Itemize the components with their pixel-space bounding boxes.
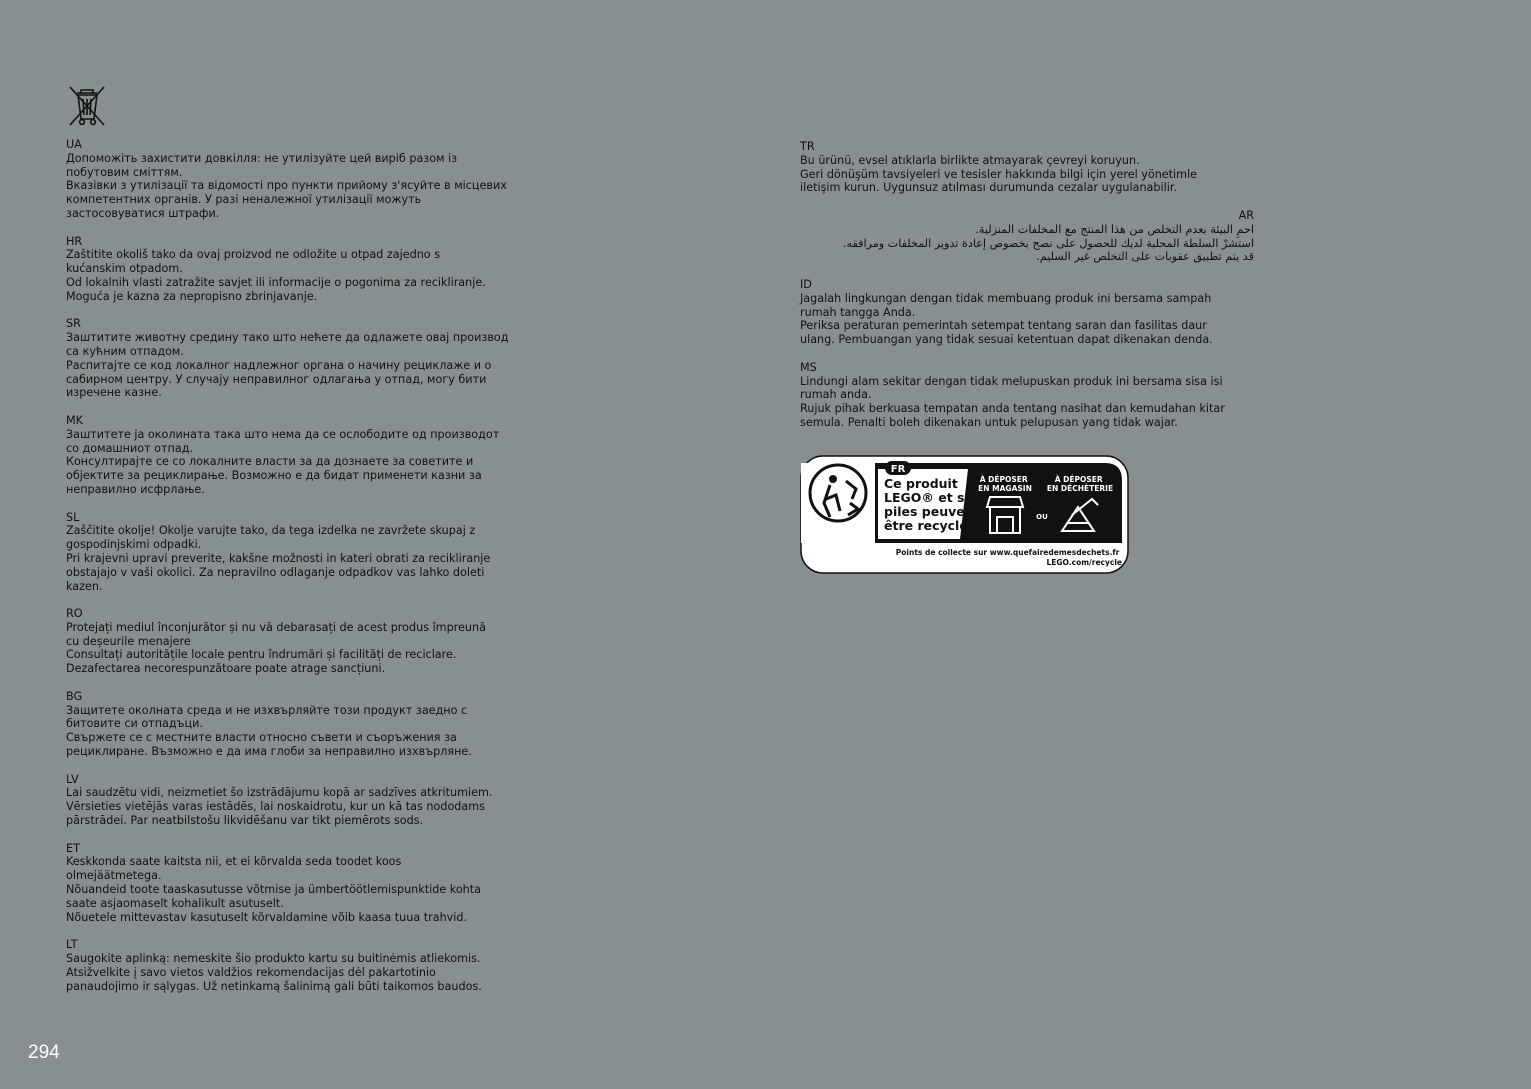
language-section-lv [66, 773, 526, 828]
disposal-text-line: استشرْ السلطة المحلية لديك للحصول على نصح بخصوص إعادة تدوير المخلفات ومرافقه. [842, 236, 1254, 250]
disposal-text-line: застосовуватися штрафи. [66, 206, 220, 220]
language-section-bg [66, 690, 526, 759]
disposal-text-line: Keskkonda saate kaitsta nii, et ei kõrvalda seda toodet koos [66, 855, 402, 869]
disposal-text-line: Protejați mediul înconjurător și nu vă debarasați de acest produs împreună [66, 620, 486, 634]
language-section-tr [800, 140, 1254, 195]
language-code: UA [66, 138, 82, 151]
disposal-text-line: Od lokalnih vlasti zatražite savjet ili informacije o pogonima za recikliranje. [66, 275, 486, 289]
disposal-text-line: Rujuk pihak berkuasa tempatan anda tentang nasihat dan kemudahan kitar [800, 402, 1225, 416]
language-code: BG [66, 689, 83, 703]
disposal-text-line: побутовим сміттям. [66, 165, 183, 179]
disposal-text-line: Saugokite aplinką: nemeskite šio produkto kartu su buitinėmis atliekomis. [66, 952, 481, 966]
language-code: SR [66, 317, 81, 331]
disposal-text-line: Jagalah lingkungan dengan tidak membuang produk ini bersama sampah [800, 291, 1212, 305]
disposal-text-line: изречене казне. [66, 386, 162, 400]
fr-badge: FR [890, 464, 906, 475]
disposal-text-line: Dezafectarea necorespunzătoare poate atrage sancțiuni. [66, 662, 386, 676]
disposal-text-line: cu deșeurile menajere [66, 634, 191, 648]
language-section-ro [66, 607, 526, 676]
disposal-text-line: olmejäätmetega. [66, 869, 162, 883]
disposal-text-line: Moguća je kazna za nepropisno zbrinjavanje. [66, 289, 318, 303]
disposal-text-line: са кућним отпадом. [66, 344, 184, 358]
disposal-text-line: Защитете околната среда и не изхвърляйте този продукт заедно с [66, 703, 468, 717]
store-drop-label: À DÉPOSER EN MAGASIN [978, 475, 1032, 493]
language-section-et [66, 842, 526, 925]
language-section-lt [66, 938, 526, 993]
disposal-text-line: Vērsieties vietējās varas iestādēs, lai noskaidrotu, kur un kā tas nododams [66, 800, 485, 814]
crossed-out-wheelie-bin-icon [67, 85, 107, 127]
disposal-text-line: panaudojimo ir sąlygas. Už netinkamą šalinimą gali būti taikomos baudos. [66, 979, 482, 993]
disposal-text-line: битовите си отпадъци. [66, 717, 203, 731]
disposal-text-line: rumah tangga Anda. [800, 305, 916, 319]
language-section-ua [66, 138, 526, 221]
disposal-text-line: قد يتم تطبيق عقوبات على التخلص غير السليم. [1036, 250, 1254, 264]
language-section-sl [66, 511, 526, 594]
language-code: RO [66, 607, 83, 621]
disposal-text-line: ulang. Pembuangan yang tidak sesuai ketentuan dapat dikenakan denda. [800, 333, 1213, 347]
disposal-text-line: Заштитете ја околината така што нема да се ослободите од производот [66, 427, 500, 441]
language-section-ms [800, 361, 1254, 430]
language-section-sr [66, 317, 526, 400]
language-code: AR [1238, 208, 1254, 222]
disposal-text-line: Bu ürünü, evsel atıklarla birlikte atmayarak çevreyi koruyun. [800, 153, 1140, 167]
right-column [800, 140, 1254, 444]
disposal-text-line: Lai saudzētu vidi, neizmetiet šo izstrādājumu kopā ar sadzīves atkritumiem. [66, 786, 493, 800]
disposal-text-line: Вказівки з утилізації та відомості про пункти прийому з'ясуйте в місцевих [66, 179, 507, 193]
disposal-text-line: gospodinjskimi odpadki. [66, 538, 202, 552]
language-code: TR [800, 140, 815, 153]
disposal-text-line: неправилно исфрлање. [66, 482, 205, 496]
disposal-text-line: Консултирајте се со локалните власти за да дознаете за советите и [66, 455, 474, 469]
disposal-text-line: Zaščitite okolje! Okolje varujte tako, da tega izdelka ne zavržete skupaj z [66, 524, 476, 538]
disposal-text-line: Заштитите животну средину тако што нећете да одлажете овај производ [66, 331, 509, 345]
triman-recycling-label [800, 455, 1130, 575]
language-code: HR [66, 234, 83, 248]
disposal-text-line: pārstrādei. Par neatbilstošu likvidēšanu var tikt piemērots sods. [66, 814, 424, 828]
disposal-text-line: Распитајте се код локалног надлежног органа о начину рециклаже и о [66, 358, 492, 372]
language-section-id [800, 278, 1254, 347]
language-code: LV [66, 772, 79, 786]
disposal-text-line: Nõuetele mittevastav kasutuselt kõrvaldamine võib kaasa tuua trahvid. [66, 910, 468, 924]
language-code: ID [800, 277, 812, 291]
disposal-text-line: Periksa peraturan pemerintah setempat tentang saran dan fasilitas daur [800, 319, 1207, 333]
disposal-text-line: компетентних органів. У разі неналежної утилізації можуть [66, 193, 422, 207]
disposal-text-line: Nõuandeid toote taaskasutusse võtmise ja ümbertöötlemispunktide kohta [66, 883, 482, 897]
disposal-text-line: Zaštitite okoliš tako da ovaj proizvod ne odložite u otpad zajedno s [66, 248, 441, 262]
language-code: ET [66, 841, 80, 855]
language-section-mk [66, 414, 526, 497]
disposal-text-line: Lindungi alam sekitar dengan tidak melupuskan produk ini bersama sisa isi [800, 374, 1223, 388]
disposal-text-line: објектите за рециклирање. Возможно е да бидат применети казни за [66, 469, 482, 483]
disposal-text-line: iletişim kurun. Uygunsuz atılması durumunda cezalar uygulanabilir. [800, 181, 1177, 195]
disposal-text-line: rumah anda. [800, 388, 872, 402]
disposal-text-line: kazen. [66, 579, 103, 593]
left-column [66, 138, 526, 1007]
language-code: MK [66, 413, 83, 427]
disposal-text-line: Pri krajevni upravi preverite, kakšne možnosti in kateri obrati za recikliranje [66, 551, 491, 565]
language-code: SL [66, 510, 80, 524]
collection-points-info: Points de collecte sur www.quefairedemesdechets.fr LEGO.com/recycle [895, 548, 1122, 567]
recyclable-statement: Ce produit LEGO® et ses piles peuvent être recyclés [884, 476, 981, 533]
dump-drop-label: À DÉPOSER EN DÉCHÈTERIE [1046, 475, 1114, 493]
language-section-hr [66, 235, 526, 304]
disposal-text-line: Atsižvelkite į savo vietos valdžios rekomendacijas dėl pakartotinio [66, 965, 436, 979]
disposal-text-line: Geri dönüşüm tavsiyeleri ve tesisler hakkında bilgi için yerel yönetimle [800, 167, 1198, 181]
disposal-text-line: со домашниот отпад. [66, 441, 193, 455]
disposal-text-line: Consultați autoritățile locale pentru îndrumări și facilități de reciclare. [66, 648, 457, 662]
disposal-text-line: kućanskim otpadom. [66, 262, 183, 276]
disposal-text-line: saate asjaomaselt kohalikult asutuselt. [66, 896, 284, 910]
language-code: MS [800, 360, 817, 374]
disposal-text-line: semula. Penalti boleh dikenakan untuk pelupusan yang tidak wajar. [800, 415, 1178, 429]
or-label: OU [1036, 513, 1048, 521]
disposal-text-line: сабирном центру. У случају неправилног одлагања у отпад, могу бити [66, 372, 487, 386]
language-section-ar [800, 209, 1254, 264]
disposal-text-line: obstajajo v vaši okolici. Za nepravilno odlaganje odpadkov vas lahko doleti [66, 565, 485, 579]
disposal-text-line: Свържете се с местните власти относно съвети и съоръжения за [66, 731, 457, 745]
disposal-text-line: Допоможіть захистити довкілля: не утилізуйте цей виріб разом із [66, 151, 458, 165]
disposal-text-line: рециклиране. Възможно е да има глоби за неправилно изхвърляне. [66, 745, 472, 759]
language-code: LT [66, 938, 78, 952]
page-number: 294 [28, 1042, 60, 1063]
disposal-text-line: احمِ البيئة بعدم التخلص من هذا المنتج مع المخلفات المنزلية. [975, 222, 1254, 236]
